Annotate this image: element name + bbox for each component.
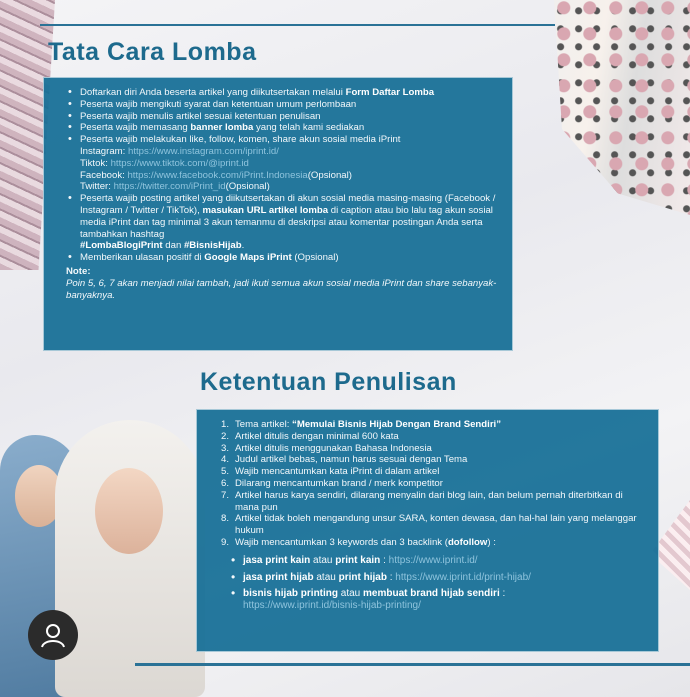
note-text: Poin 5, 6, 7 akan menjadi nilai tambah, jadi ikuti semua akun sosial media iPrint dan share sebanyak-banyaknya.: [66, 277, 497, 301]
list-item: 8. Artikel tidak boleh mengandung unsur SARA, konten dewasa, dan hal-hal lain yang melanggar hukum: [221, 513, 637, 537]
backlink[interactable]: https://www.iprint.id/: [388, 554, 478, 566]
instagram-link[interactable]: https://www.instagram.com/iprint.id/: [128, 145, 279, 157]
backlink[interactable]: https://www.iprint.id/bisnis-hijab-printing/: [243, 600, 421, 612]
tata-cara-box: [43, 77, 513, 351]
list-item: • Peserta wajib mengikuti syarat dan ketentuan umum perlombaan: [66, 99, 502, 111]
bottom-divider: [135, 663, 690, 666]
facebook-link[interactable]: https://www.facebook.com/iPrint.Indonesia: [127, 169, 308, 181]
backlink[interactable]: https://www.iprint.id/print-hijab/: [395, 571, 531, 583]
list-item-social: [66, 134, 502, 193]
twitter-optional: (Opsional): [225, 181, 270, 193]
hijab-model-right: [55, 420, 205, 697]
facebook-optional: (Opsional): [307, 169, 352, 181]
list-item: 2. Artikel ditulis dengan minimal 600 kata: [221, 430, 399, 442]
hashtag-bisnis: #BisnisHijab: [183, 240, 242, 252]
twitter-label: Twitter:: [80, 181, 114, 193]
tiktok-link[interactable]: https://www.tiktok.com/@iprint.id: [110, 157, 249, 169]
fabric-decoration-right: [530, 0, 690, 215]
list-item: 1. Tema artikel: “Memulai Bisnis Hijab Dengan Brand Sendiri”: [221, 419, 502, 430]
tiktok-label: Tiktok:: [80, 157, 111, 169]
section-title-ketentuan: Ketentuan Penulisan: [200, 368, 457, 396]
instagram-label: Instagram:: [80, 145, 128, 157]
models-photo: [0, 420, 210, 697]
hashtag-lomba: #LombaBlogiPrint: [80, 240, 163, 252]
note-title: Note:: [66, 265, 91, 277]
list-item: 3. Artikel ditulis menggunakan Bahasa Indonesia: [221, 442, 432, 454]
social-intro: • Peserta wajib melakukan like, follow, komen, share akun sosial media iPrint: [80, 134, 401, 146]
list-item: • Memberikan ulasan positif di Google Maps iPrint (Opsional): [66, 252, 502, 264]
facebook-label: Facebook:: [80, 169, 128, 181]
ketentuan-box: [196, 409, 659, 652]
twitter-link[interactable]: https://twitter.com/iPrint_id: [113, 181, 226, 193]
list-item: 5. Wajib mencantumkan kata iPrint di dalam artikel: [221, 466, 440, 478]
list-item-posting: • Peserta wajib posting artikel yang diikutsertakan di akun sosial media masing-masing (Facebook / Instagram / Twitter / TikTok), masukan URL artikel lomba di caption atau bio lalu tag akun sosial media iPrint dan tag minimal 3 akun temanmu di deskripsi atau komentar postingan Anda serta tambahkan hashtag #LombaBlogiPrint dan #BisnisHijab.: [66, 193, 502, 252]
list-item: • Peserta wajib menulis artikel sesuai ketentuan penulisan: [66, 111, 502, 123]
top-divider: [40, 24, 555, 26]
keyword-item: • jasa print kain atau print kain : https://www.iprint.id/: [231, 555, 648, 567]
list-item: • Doftarkan diri Anda beserta artikel yang diikutsertakan melalui Form Daftar Lomba: [66, 87, 502, 99]
face-right: [95, 468, 163, 554]
user-avatar-icon[interactable]: [28, 610, 78, 660]
list-item: 4. Judul artikel bebas, namun harus sesuai dengan Tema: [221, 454, 468, 466]
keyword-item: • jasa print hijab atau print hijab : https://www.iprint.id/print-hijab/: [231, 572, 648, 584]
list-item: 7. Artikel harus karya sendiri, dilarang menyalin dari blog lain, dan belum pernah diterbitkan di mana pun: [221, 489, 623, 513]
list-item: 9. Wajib mencantumkan 3 keywords dan 3 backlink (dofollow) :: [221, 536, 496, 548]
section-title-tata-cara: Tata Cara Lomba: [48, 38, 257, 66]
list-item: • Peserta wajib memasang banner lomba yang telah kami sediakan: [66, 122, 502, 134]
list-item: 6. Dilarang mencantumkan brand / merk kompetitor: [221, 477, 443, 489]
keyword-item: • bisnis hijab printing atau membuat brand hijab sendiri : https://www.iprint.id/bisnis-hijab-printing/: [231, 588, 648, 612]
